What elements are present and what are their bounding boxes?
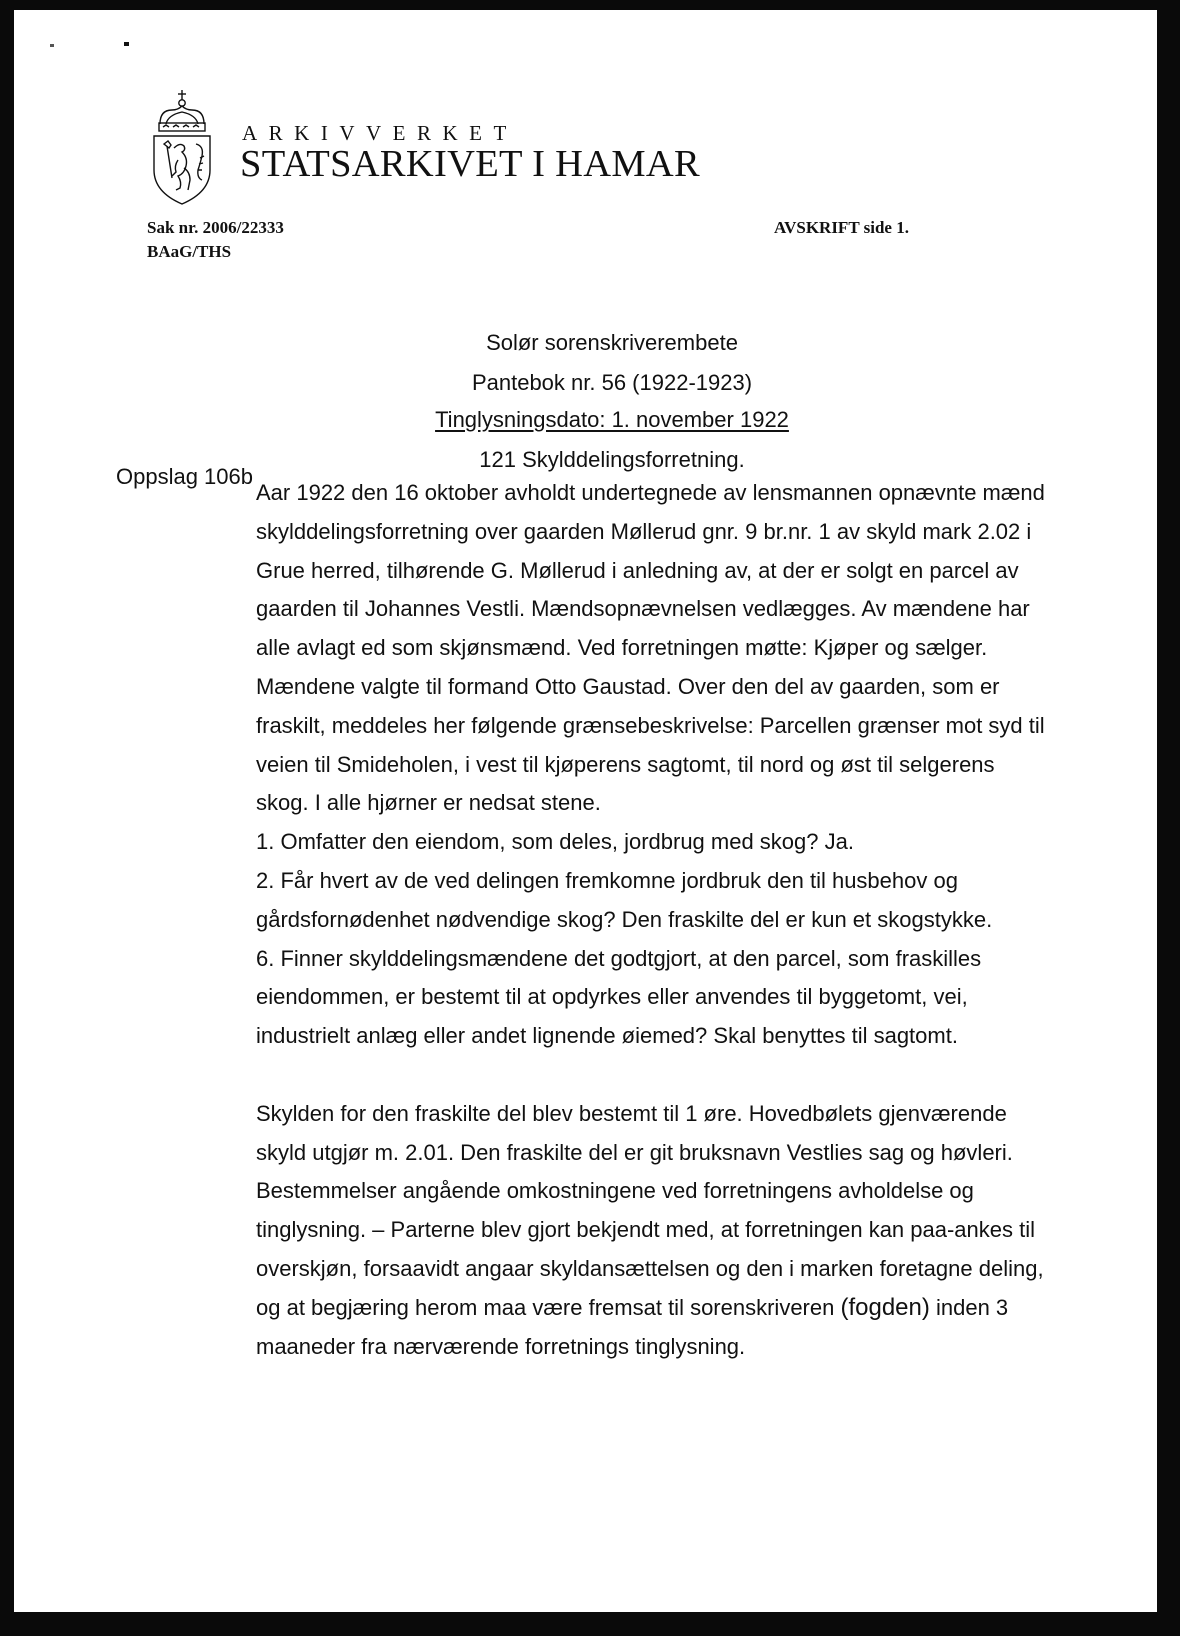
- body-text-segment: inden 3: [929, 1294, 1009, 1320]
- scan-speck: [50, 44, 54, 47]
- court-name: Solør sorenskriverembete: [486, 330, 738, 355]
- body-line: Skylden for den fraskilte del blev bestemt til 1 øre. Hovedbølets gjenværende: [256, 1100, 1007, 1126]
- scan-speck: [124, 42, 129, 46]
- registration-date-text: Tinglysningsdato: 1. november 1922: [435, 407, 789, 432]
- body-line: fraskilt, meddeles her følgende grænsebeskrivelse: Parcellen grænser mot syd til: [256, 712, 1045, 738]
- body-line: skylddelingsforretning over gaarden Møllerud gnr. 9 br.nr. 1 av skyld mark 2.02 i: [256, 518, 1032, 544]
- body-line: maaneder fra nærværende forretnings tinglysning.: [256, 1333, 746, 1359]
- book-reference: Pantebok nr. 56 (1922-1923): [471, 370, 753, 395]
- body-line: skog. I alle hjørner er nedsat stene.: [256, 790, 601, 816]
- question-2-cont: gårdsfornødenhet nødvendige skog? Den fraskilte del er kun et skogstykke.: [256, 906, 993, 932]
- org-name-large: STATSARKIVET I HAMAR: [240, 143, 700, 185]
- body-line: veien til Smideholen, i vest til kjøperens sagtomt, til nord og øst til selgerens: [256, 751, 995, 777]
- body-line: Grue herred, tilhørende G. Møllerud i anledning av, at der er solgt en parcel av: [256, 557, 1019, 583]
- document-label: AVSKRIFT side 1.: [774, 218, 909, 237]
- body-line: alle avlagt ed som skjønsmænd. Ved forretningen møtte: Kjøper og sælger.: [256, 635, 988, 661]
- paragraph-2: [256, 1095, 1136, 1367]
- paragraph-gap: [256, 1056, 1136, 1095]
- body-text-segment: og at begjæring herom maa være fremsat til sorenskriveren: [256, 1294, 841, 1320]
- question-6-cont: industrielt anlæg eller andet lignende øiemed? Skal benyttes til sagtomt.: [256, 1023, 958, 1049]
- question-6-cont: eiendommen, er bestemt til at opdyrkes eller anvendes til byggetomt, vei,: [256, 984, 968, 1010]
- norwegian-coat-of-arms-icon: [150, 88, 214, 206]
- body-line: Mændene valgte til formand Otto Gaustad. Over den del av gaarden, som er: [256, 673, 1000, 699]
- body-line: skyld utgjør m. 2.01. Den fraskilte del er git bruksnavn Vestlies sag og høvleri.: [256, 1139, 1013, 1165]
- org-name-small: ARKIVVERKET: [242, 121, 518, 145]
- body-line: Bestemmelser angående omkostningene ved forretningens avholdelse og: [256, 1178, 974, 1204]
- margin-note: Oppslag 106b: [116, 464, 253, 489]
- emphasis-fogden: (fogden): [840, 1293, 930, 1321]
- question-2: 2. Får hvert av de ved delingen fremkomne jordbruk den til husbehov og: [256, 867, 958, 893]
- body-line: gaarden til Johannes Vestli. Mændsopnævnelsen vedlægges. Av mændene har: [256, 596, 1030, 622]
- question-1: 1. Omfatter den eiendom, som deles, jordbrug med skog? Ja.: [256, 829, 854, 855]
- body-line: [256, 1289, 1136, 1328]
- question-6: 6. Finner skylddelingsmændene det godtgjort, at den parcel, som fraskilles: [256, 945, 982, 971]
- case-reference: BAaG/THS: [147, 242, 232, 261]
- entry-title: 121 Skylddelingsforretning.: [479, 447, 745, 472]
- body-line: tinglysning. – Parterne blev gjort bekjendt med, at forretningen kan paa-ankes til: [256, 1217, 1036, 1243]
- document-body: [256, 474, 1136, 1366]
- registration-date: [0, 407, 1180, 433]
- body-line: Aar 1922 den 16 oktober avholdt undertegnede av lensmannen opnævnte mænd: [256, 480, 1045, 505]
- paragraph-1: [256, 474, 1136, 1056]
- body-line: overskjøn, forsaavidt angaar skyldansættelsen og den i marken foretagne deling,: [256, 1255, 1044, 1281]
- case-number: Sak nr. 2006/22333: [147, 218, 284, 237]
